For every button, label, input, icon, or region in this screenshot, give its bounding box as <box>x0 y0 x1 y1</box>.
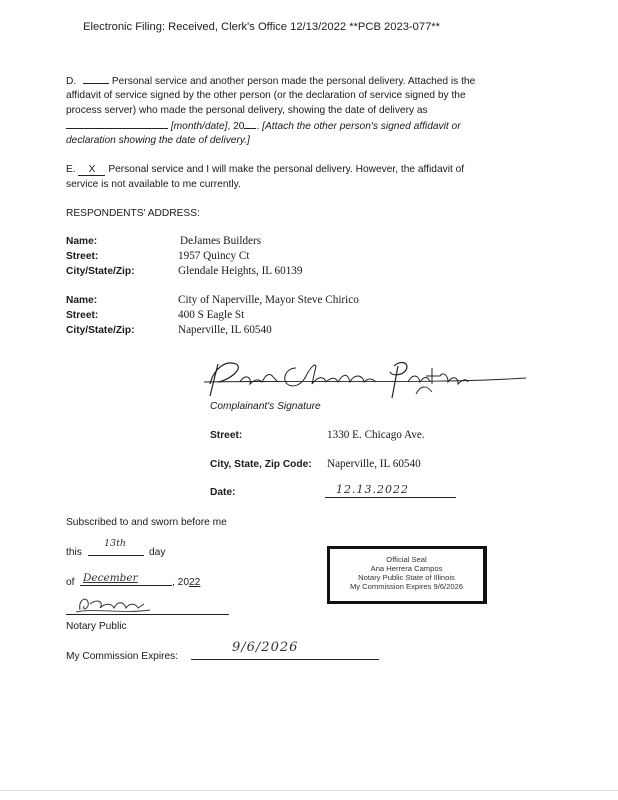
option-d-italic-2: declaration showing the date of delivery.] <box>66 135 250 146</box>
this-label: this <box>66 547 82 558</box>
respondent-2-street-label: Street: <box>66 310 99 321</box>
option-e-line-2: service is not available to me currently. <box>66 179 241 190</box>
respondent-1-name: DeJames Builders <box>180 235 262 247</box>
option-d-checkbox-blank[interactable] <box>83 73 109 84</box>
delivery-year-blank[interactable] <box>244 118 256 129</box>
commission-label: My Commission Expires: <box>66 651 179 662</box>
option-d-line-1 <box>66 73 475 89</box>
option-e-label: E. <box>66 164 76 175</box>
option-d-label: D. <box>66 76 77 87</box>
seal-line-1: Official Seal <box>386 555 427 564</box>
year-prefix-d: , 20 <box>227 121 245 132</box>
option-d-line-3: process server) who made the personal delivery, showing the date of delivery as <box>66 105 428 116</box>
respondents-heading: RESPONDENTS' ADDRESS: <box>66 208 200 219</box>
notary-month: December <box>83 572 138 584</box>
filing-header: Electronic Filing: Received, Clerk's Office 12/13/2022 **PCB 2023-077** <box>83 21 441 33</box>
respondent-1-city: Glendale Heights, IL 60139 <box>178 265 303 277</box>
delivery-date-blank[interactable] <box>66 118 168 129</box>
notary-seal <box>327 546 487 604</box>
option-d-line-4: [month/date], 20 . [Attach the other person's signed affidavit or <box>66 118 461 134</box>
option-e-text-1: Personal service and I will make the personal delivery. However, the affidavit of <box>108 164 465 175</box>
option-d-line-5 <box>66 133 250 148</box>
respondent-2-name-label: Name: <box>66 295 98 306</box>
complainant-street-label: Street: <box>210 430 243 441</box>
complainant-date: 12.13.2022 <box>336 483 409 496</box>
commission-underline <box>191 659 379 660</box>
respondent-1-city-label: City/State/Zip: <box>66 266 135 277</box>
day-underline <box>88 555 144 556</box>
sworn-text: Subscribed to and sworn before me <box>66 517 227 528</box>
notary-year-prefix: , 20 <box>172 577 189 588</box>
respondent-2-city-label: City/State/Zip: <box>66 325 135 336</box>
option-e-mark: X <box>88 164 96 175</box>
option-d-line-2: affidavit of service signed by the other person (or the declaration of service signed by the <box>66 90 466 101</box>
notary-year <box>172 575 200 590</box>
day-label: day <box>149 547 166 558</box>
notary-day: 13th <box>104 538 127 549</box>
respondent-2-street: 400 S Eagle St <box>178 309 245 321</box>
complainant-date-label: Date: <box>210 487 236 498</box>
option-e-checkbox[interactable] <box>78 164 105 176</box>
signature-caption: Complainant's Signature <box>210 401 321 412</box>
option-d-italic-1: [Attach the other person's signed affidavit or <box>262 121 461 132</box>
seal-line-3: Notary Public State of Illinois <box>358 573 455 582</box>
complainant-city: Naperville, IL 60540 <box>327 458 421 470</box>
respondent-1-street: 1957 Quincy Ct <box>178 250 250 262</box>
notary-signature-line <box>66 614 229 615</box>
seal-line-4: My Commission Expires 9/6/2026 <box>349 582 464 591</box>
commission-date: 9/6/2026 <box>232 640 299 655</box>
option-d-text-1: Personal service and another person made the personal delivery. Attached is the <box>111 76 476 87</box>
notary-public-label: Notary Public <box>66 621 127 632</box>
respondent-2-name: City of Naperville, Mayor Steve Chirico <box>178 294 359 306</box>
of-label: of <box>66 577 75 588</box>
respondent-2-city: Naperville, IL 60540 <box>178 324 272 336</box>
option-e-line-1 <box>66 162 464 177</box>
page-edge <box>0 790 618 791</box>
respondent-1-street-label: Street: <box>66 251 99 262</box>
seal-line-2: Ana Herrera Campos <box>370 564 443 573</box>
month-date-hint: [month/date] <box>170 121 228 132</box>
notary-year-value: 22 <box>189 577 201 588</box>
respondent-1-name-label: Name: <box>66 236 98 247</box>
complainant-signature <box>196 354 536 404</box>
complainant-city-label: City, State, Zip Code: <box>210 459 312 470</box>
month-underline <box>80 585 172 586</box>
complainant-street: 1330 E. Chicago Ave. <box>327 429 425 441</box>
date-underline <box>325 497 456 498</box>
